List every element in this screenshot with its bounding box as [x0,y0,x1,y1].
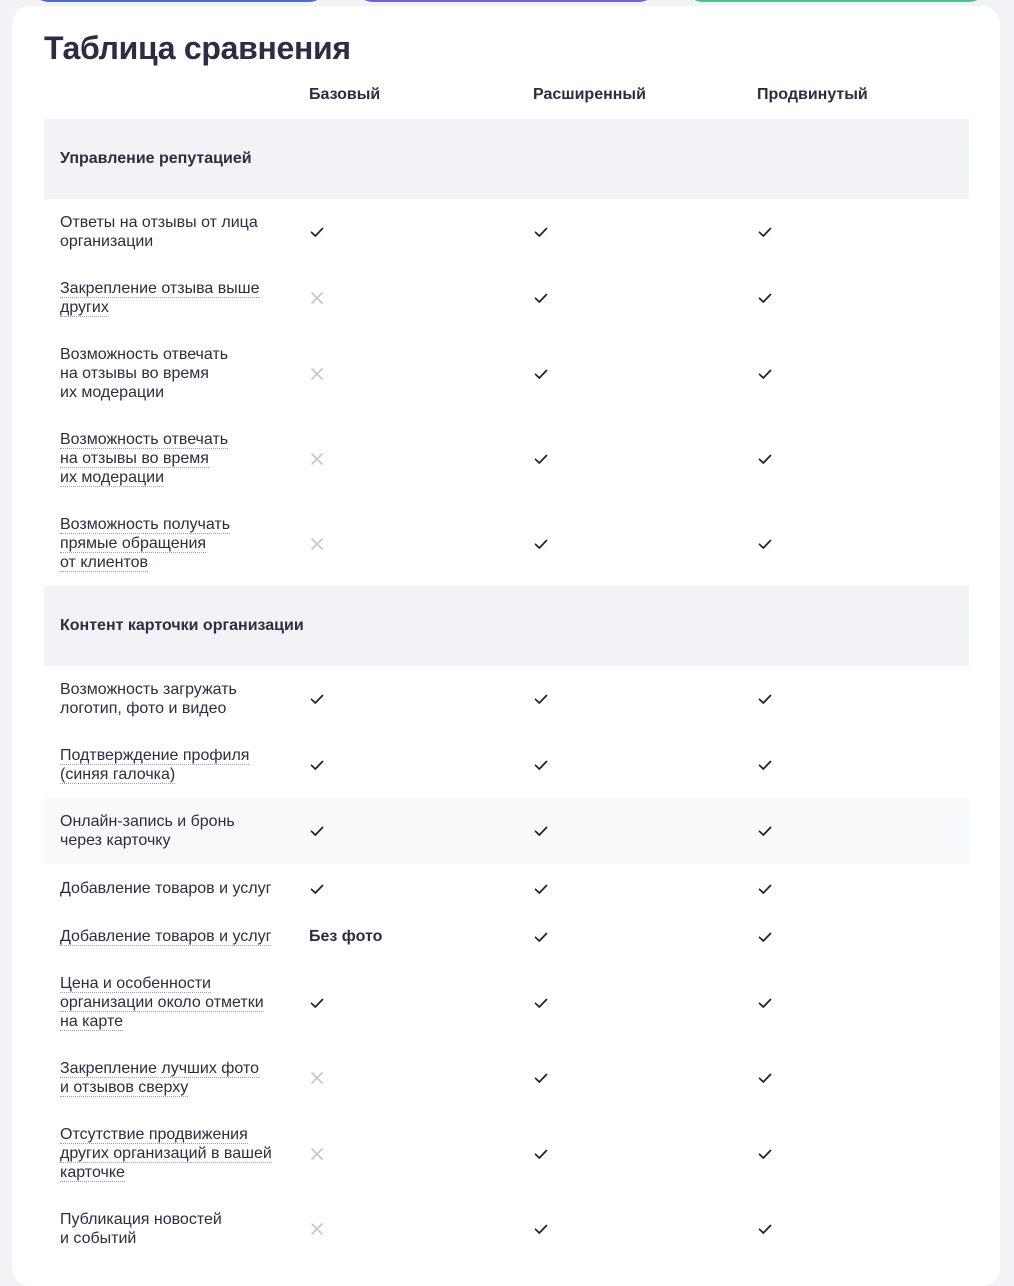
section-header: Управление репутацией [44,119,969,199]
cell-extended [533,755,549,775]
cell-extended [533,449,549,469]
feature-line: и событий [60,1230,137,1247]
check-icon [757,691,773,707]
feature-line: организации около отметки [60,994,264,1011]
cell-basic [309,449,325,469]
check-icon [533,1070,549,1086]
feature-line: Добавление товаров и услуг [60,880,272,897]
check-icon [757,224,773,240]
feature-line: Цена и особенности [60,975,211,992]
cross-icon [309,1070,325,1086]
table-row [44,501,969,586]
check-icon [757,757,773,773]
table-row [44,331,969,416]
feature-label [60,345,282,402]
cell-basic [309,821,325,841]
feature-label [60,680,282,718]
feature-line: на карте [60,1013,124,1030]
feature-line: и отзывов сверху [60,1079,189,1096]
check-icon [757,536,773,552]
cell-basic [309,534,325,554]
feature-line: (синяя галочка) [60,766,176,783]
feature-line: Публикация новостей [60,1211,222,1228]
feature-line: их модерации [60,384,164,401]
cross-icon [309,1146,325,1162]
plan-tab-extended[interactable] [358,0,654,2]
feature-line: организации [60,233,154,250]
feature-line: Возможность загружать [60,681,237,698]
cell-basic [309,927,382,947]
cross-icon [309,290,325,306]
cell-advanced [757,821,773,841]
check-icon [757,366,773,382]
feature-label-tooltip[interactable] [60,279,282,317]
check-icon [533,536,549,552]
feature-label-tooltip[interactable] [60,974,282,1031]
table-row [44,798,969,864]
cell-advanced [757,879,773,899]
table-row [44,416,969,501]
tier-header-extended: Расширенный [533,86,646,103]
cell-basic [309,1144,325,1164]
check-icon [757,451,773,467]
table-row [44,199,969,265]
cell-extended [533,879,549,899]
check-icon [533,929,549,945]
check-icon [757,929,773,945]
feature-label [60,213,282,251]
cell-basic [309,222,325,242]
cell-advanced [757,222,773,242]
check-icon [533,1146,549,1162]
feature-line: их модерации [60,469,164,486]
cell-extended [533,1144,549,1164]
cell-basic [309,1068,325,1088]
check-icon [309,881,325,897]
feature-label-tooltip[interactable] [60,515,282,572]
table-row [44,265,969,331]
cell-extended [533,821,549,841]
cell-basic [309,1219,325,1239]
feature-line: Добавление товаров и услуг [60,928,272,945]
cell-advanced [757,288,773,308]
feature-line: Закрепление отзыва выше [60,280,260,297]
cell-basic [309,364,325,384]
feature-line: на отзывы во время [60,450,209,467]
tier-header-advanced: Продвинутый [757,86,868,103]
check-icon [757,881,773,897]
feature-label-tooltip[interactable] [60,430,282,487]
feature-line: Подтверждение профиля [60,747,250,764]
check-icon [533,823,549,839]
check-icon [757,1070,773,1086]
feature-label-tooltip[interactable] [60,927,282,946]
table-row [44,960,969,1045]
check-icon [533,995,549,1011]
check-icon [309,224,325,240]
cell-advanced [757,1144,773,1164]
check-icon [309,823,325,839]
cross-icon [309,536,325,552]
feature-label [60,879,282,898]
table-row [44,1111,969,1196]
plan-tab-basic[interactable] [34,0,324,2]
feature-line: Отсутствие продвижения [60,1126,248,1143]
cell-extended [533,993,549,1013]
feature-line: Возможность получать [60,516,231,533]
cell-advanced [757,1068,773,1088]
feature-line: Возможность отвечать [60,431,229,448]
cell-advanced [757,755,773,775]
feature-label [60,1210,282,1248]
feature-line: других [60,299,109,316]
cell-extended [533,1068,549,1088]
feature-line: Закрепление лучших фото [60,1060,260,1077]
feature-label-tooltip[interactable] [60,1059,282,1097]
table-row [44,1196,969,1262]
check-icon [757,1146,773,1162]
cell-extended [533,927,549,947]
table-row [44,732,969,798]
feature-line: на отзывы во время [60,365,209,382]
feature-line: от клиентов [60,554,149,571]
check-icon [309,757,325,773]
cell-advanced [757,689,773,709]
check-icon [533,1221,549,1237]
check-icon [757,1221,773,1237]
feature-line: Ответы на отзывы от лица [60,214,258,231]
feature-line: карточке [60,1164,125,1181]
feature-label [60,812,282,850]
check-icon [533,366,549,382]
tier-header-row [12,86,1000,106]
feature-label-tooltip[interactable] [60,746,282,784]
check-icon [533,224,549,240]
check-icon [533,290,549,306]
cell-advanced [757,534,773,554]
table-row [44,912,969,960]
table-row [44,864,969,912]
feature-line: Онлайн-запись и бронь [60,813,235,830]
check-icon [533,881,549,897]
check-icon [757,290,773,306]
cell-advanced [757,1219,773,1239]
feature-line: прямые обращения [60,535,207,552]
cell-basic [309,993,325,1013]
page-title: Таблица сравнения [44,30,351,66]
section-header: Контент карточки организации [44,586,969,666]
cell-extended [533,364,549,384]
cell-basic [309,689,325,709]
cell-note: Без фото [309,928,383,945]
check-icon [533,757,549,773]
cell-basic [309,288,325,308]
table-row [44,666,969,732]
cell-advanced [757,993,773,1013]
feature-line: Возможность отвечать [60,346,229,363]
feature-line: других организаций в вашей [60,1145,272,1162]
cell-advanced [757,449,773,469]
cross-icon [309,451,325,467]
check-icon [757,823,773,839]
check-icon [757,995,773,1011]
comparison-card [12,6,1000,1286]
cross-icon [309,1221,325,1237]
cell-basic [309,755,325,775]
feature-line: через карточку [60,832,171,849]
cell-basic [309,879,325,899]
table-row [44,1045,969,1111]
check-icon [309,691,325,707]
cell-extended [533,222,549,242]
cell-advanced [757,927,773,947]
plan-tab-advanced[interactable] [688,0,984,2]
cell-advanced [757,364,773,384]
comparison-table [44,119,969,1262]
check-icon [533,451,549,467]
cell-extended [533,689,549,709]
cell-extended [533,534,549,554]
feature-label-tooltip[interactable] [60,1125,282,1182]
cross-icon [309,366,325,382]
check-icon [309,995,325,1011]
cell-extended [533,1219,549,1239]
feature-line: логотип, фото и видео [60,700,227,717]
check-icon [533,691,549,707]
cell-extended [533,288,549,308]
tier-header-basic: Базовый [309,86,381,103]
